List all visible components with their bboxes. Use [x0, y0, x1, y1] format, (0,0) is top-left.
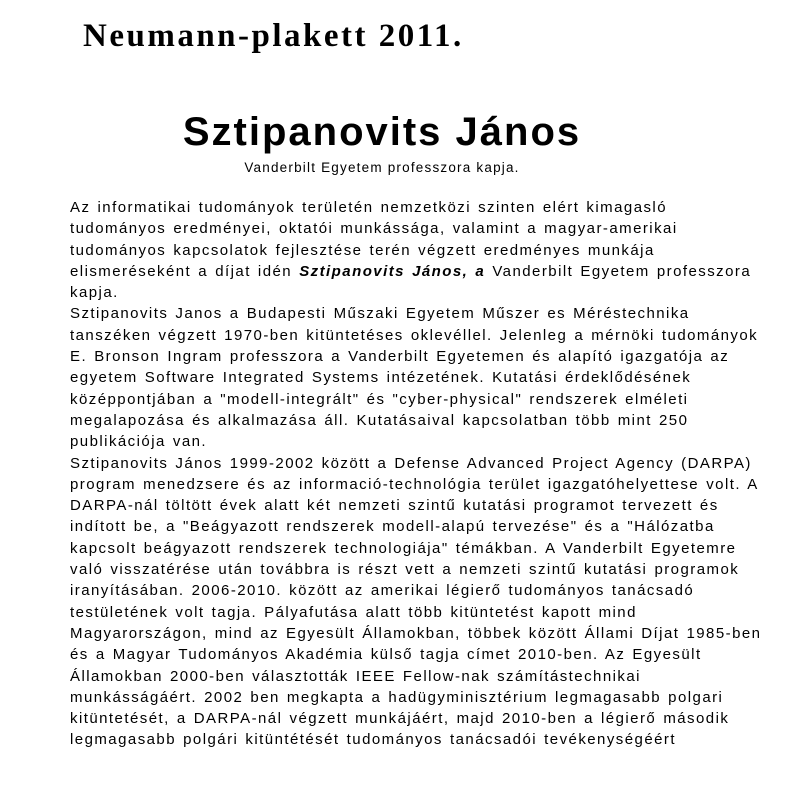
text-segment: tudományos eredményei, oktatói munkássága, valamint a magyar-amerikai	[70, 220, 678, 238]
text-segment: publikációja van.	[70, 433, 208, 451]
text-segment: elismeréseként a díjat idén	[70, 262, 300, 280]
text-line	[70, 580, 789, 601]
text-segment: DARPA-nál töltött évek alatt két nemzeti szintű kutatási programot tervezett és	[70, 497, 719, 515]
text-line	[70, 516, 789, 537]
text-line	[70, 431, 789, 452]
text-line	[70, 729, 789, 750]
text-segment: E. Bronson Ingram professzora a Vanderbilt Egyetemen és alapító igazgatója az	[70, 348, 730, 366]
text-segment: Vanderbilt Egyetem professzora	[485, 262, 752, 280]
paragraph	[70, 453, 789, 751]
text-segment: kitüntetését, a DARPA-nál végzett munkájáért, majd 2010-ben a légierő második	[70, 710, 730, 728]
text-segment: legmagasabb polgári kitüntétését tudományos tanácsadói tevékenységéért	[70, 731, 676, 749]
text-segment: iranyításában. 2006-2010. között az amerikai légierő tudományos tanácsadó	[70, 582, 695, 600]
text-line	[70, 602, 789, 623]
text-segment: való visszatérése után továbbra is részt vett a nemzeti szintű kutatási programok	[70, 561, 740, 579]
laureate-name-heading: Sztipanovits János	[182, 110, 582, 154]
text-segment: tanszéken végzett 1970-ben kitüntetéses oklevéllel. Jelenleg a mérnöki tudományok	[70, 326, 759, 344]
paragraph	[70, 303, 789, 452]
text-line	[70, 666, 789, 687]
text-segment: program menedzsere és az informació-technológia terület igazgatóhelyettese volt. A	[70, 475, 759, 493]
page-title: Neumann-plakett 2011.	[83, 18, 464, 54]
laureate-header	[0, 108, 764, 177]
text-line	[70, 410, 789, 431]
text-segment: középpontjában a "modell-integrált" és "cyber-physical" rendszerek elméleti	[70, 390, 689, 408]
text-segment: Magyarországon, mind az Egyesült Államokban, többek között Állami Díjat 1985-ben	[70, 624, 762, 642]
text-line	[70, 495, 789, 516]
text-line	[70, 367, 789, 388]
text-line	[70, 218, 789, 239]
text-line	[70, 453, 789, 474]
text-line	[70, 389, 789, 410]
text-segment: és a Magyar Tudományos Akadémia külső tagja címet 2010-ben. Az Egyesült	[70, 646, 702, 664]
text-line	[70, 325, 789, 346]
text-line	[70, 538, 789, 559]
text-segment: Az informatikai tudományok területén nemzetközi szinten elért kimagasló	[70, 199, 668, 216]
article-body	[70, 197, 789, 751]
text-line	[70, 282, 789, 303]
text-line	[70, 197, 789, 218]
text-segment: egyetem Software Integrated Systems intézetének. Kutatási érdeklődésének	[70, 369, 692, 387]
text-line	[70, 644, 789, 665]
text-segment: munkásságáért. 2002 ben megkapta a hadügyminisztérium legmagasabb polgari	[70, 688, 724, 706]
text-segment: indított be, a "Beágyazott rendszerek modell-alapú tervezése" és a "Hálózatba	[70, 518, 715, 536]
text-line	[70, 261, 789, 282]
text-segment: tudományos kapcsolatok fejlesztése terén végzett eredményes munkája	[70, 241, 655, 259]
text-line	[70, 474, 789, 495]
text-segment: kapcsolt beágyazott rendszerek technologiája" témákban. A Vanderbilt Egyetemre	[70, 539, 737, 557]
paragraph	[70, 197, 789, 303]
text-line	[70, 687, 789, 708]
text-segment: testületének volt tagja. Pályafutása alatt több kitüntetést kapott mind	[70, 603, 637, 621]
text-segment: kapja.	[70, 284, 119, 302]
emphasized-text: Sztipanovits János, a	[299, 262, 486, 280]
text-line	[70, 623, 789, 644]
text-line	[70, 303, 789, 324]
laureate-subtitle: Vanderbilt Egyetem professzora kapja.	[244, 160, 520, 175]
text-segment: Államokban 2000-ben választották IEEE Fellow-nak számítástechnikai	[70, 667, 641, 685]
text-line	[70, 708, 789, 729]
text-line	[70, 346, 789, 367]
text-segment: Sztipanovits János 1999-2002 között a Defense Advanced Project Agency (DARPA)	[70, 454, 752, 472]
text-segment: Sztipanovits Janos a Budapesti Műszaki Egyetem Műszer es Méréstechnika	[70, 305, 690, 323]
text-line	[70, 559, 789, 580]
text-segment: megalapozása és alkalmazása áll. Kutatásaival kapcsolatban több mint 250	[70, 411, 689, 429]
text-line	[70, 240, 789, 261]
